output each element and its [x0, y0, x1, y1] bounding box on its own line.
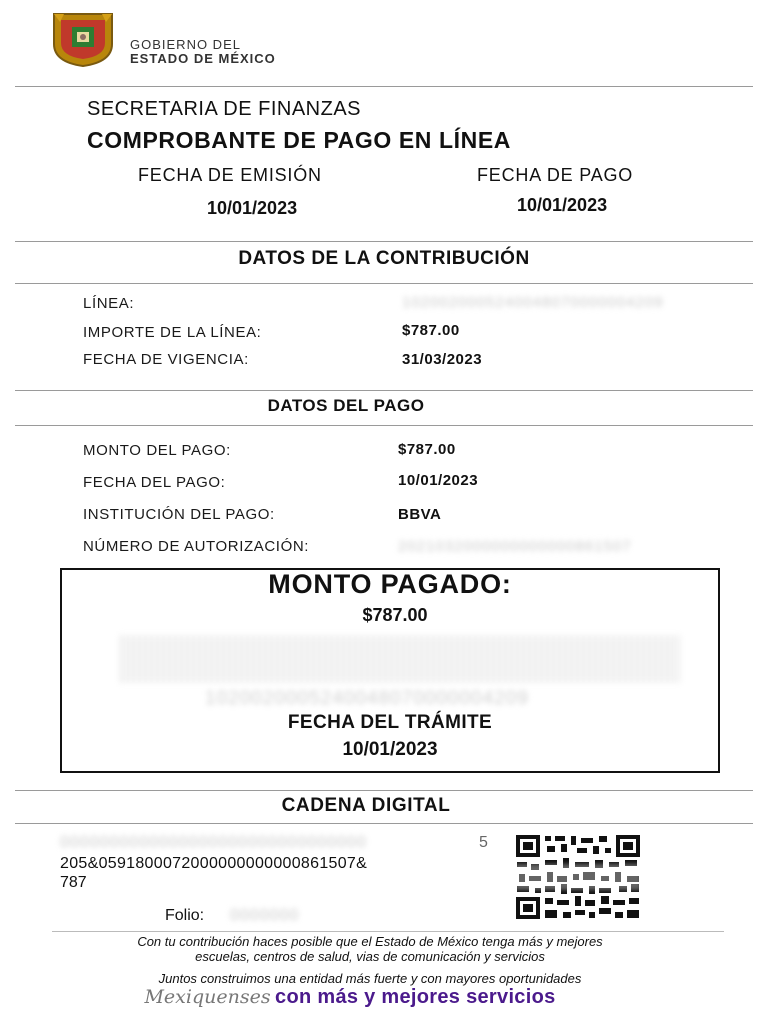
- divider: [15, 390, 753, 391]
- footer-line3: Juntos construimos una entidad más fuerte y con mayores oportunidades: [158, 971, 582, 986]
- footer-slogan: [0, 986, 700, 1009]
- importe-label: IMPORTE DE LA LÍNEA:: [83, 324, 262, 341]
- monto-pagado-amount: $787.00: [362, 605, 428, 625]
- gov-name-line2: ESTADO DE MÉXICO: [130, 51, 276, 66]
- divider: [15, 823, 753, 824]
- fecha-emision-label: FECHA DE EMISIÓN: [138, 165, 322, 185]
- monto-pago-value: $787.00: [398, 441, 456, 458]
- autorizacion-label: NÚMERO DE AUTORIZACIÓN:: [83, 538, 310, 555]
- redacted-linea: 1020020005240048070000004209: [402, 294, 664, 311]
- fecha-tramite-label: FECHA DEL TRÁMITE: [287, 712, 493, 733]
- state-emblem: [50, 10, 116, 68]
- divider: [15, 283, 753, 284]
- divider: [15, 425, 753, 426]
- divider: [15, 86, 753, 87]
- section-heading-cadena: CADENA DIGITAL: [281, 795, 451, 816]
- cadena-line1: 205&0591800072000000000000861507&: [60, 855, 368, 872]
- redacted-linea-captura: 1020020005240048070000004209: [205, 688, 529, 709]
- vigencia-value: 31/03/2023: [402, 351, 483, 368]
- monto-pago-label: MONTO DEL PAGO:: [83, 442, 231, 459]
- slogan-script: Mexiquenses: [144, 986, 271, 1008]
- divider: [15, 241, 753, 242]
- coat-of-arms-icon: [50, 10, 116, 68]
- divider: [52, 931, 724, 932]
- fecha-pago-row-label: FECHA DEL PAGO:: [83, 474, 226, 491]
- document-title: COMPROBANTE DE PAGO EN LÍNEA: [87, 127, 512, 153]
- divider: [15, 790, 753, 791]
- fecha-tramite-value: 10/01/2023: [342, 739, 438, 760]
- fecha-pago-value: 10/01/2023: [517, 195, 608, 215]
- monto-pagado-title: MONTO PAGADO:: [268, 569, 512, 599]
- slogan-bold: con más y mejores servicios: [275, 986, 556, 1008]
- linea-label: LÍNEA:: [83, 295, 135, 312]
- footer-line2: escuelas, centros de salud, vias de comunicación y servicios: [195, 949, 545, 964]
- redacted-autorizacion: 2021032000000000000861507: [398, 538, 632, 555]
- qr-code-icon: [515, 834, 641, 920]
- secretaria-label: SECRETARIA DE FINANZAS: [87, 98, 362, 120]
- fecha-emision-value: 10/01/2023: [207, 198, 298, 218]
- institucion-value: BBVA: [398, 506, 442, 523]
- redacted-folio: 0000000: [230, 907, 300, 924]
- vigencia-label: FECHA DE VIGENCIA:: [83, 351, 249, 368]
- gov-name-line1: GOBIERNO DEL: [130, 37, 241, 52]
- importe-value: $787.00: [402, 322, 460, 339]
- section-heading-pago: DATOS DEL PAGO: [267, 396, 425, 415]
- institucion-label: INSTITUCIÓN DEL PAGO:: [83, 506, 275, 523]
- section-heading-contribucion: DATOS DE LA CONTRIBUCIÓN: [238, 248, 530, 269]
- cadena-trailing-digit: 5: [479, 834, 488, 851]
- fecha-pago-row-value: 10/01/2023: [398, 472, 479, 489]
- fecha-pago-label: FECHA DE PAGO: [477, 165, 634, 185]
- cadena-line2: 787: [60, 874, 87, 891]
- redacted-cadena-line: 0000000000000000000000000000000: [60, 834, 367, 851]
- folio-label: Folio:: [165, 907, 205, 924]
- redacted-barcode-text: [120, 635, 680, 683]
- footer-line1: Con tu contribución haces posible que el Estado de México tenga más y mejores: [137, 934, 603, 949]
